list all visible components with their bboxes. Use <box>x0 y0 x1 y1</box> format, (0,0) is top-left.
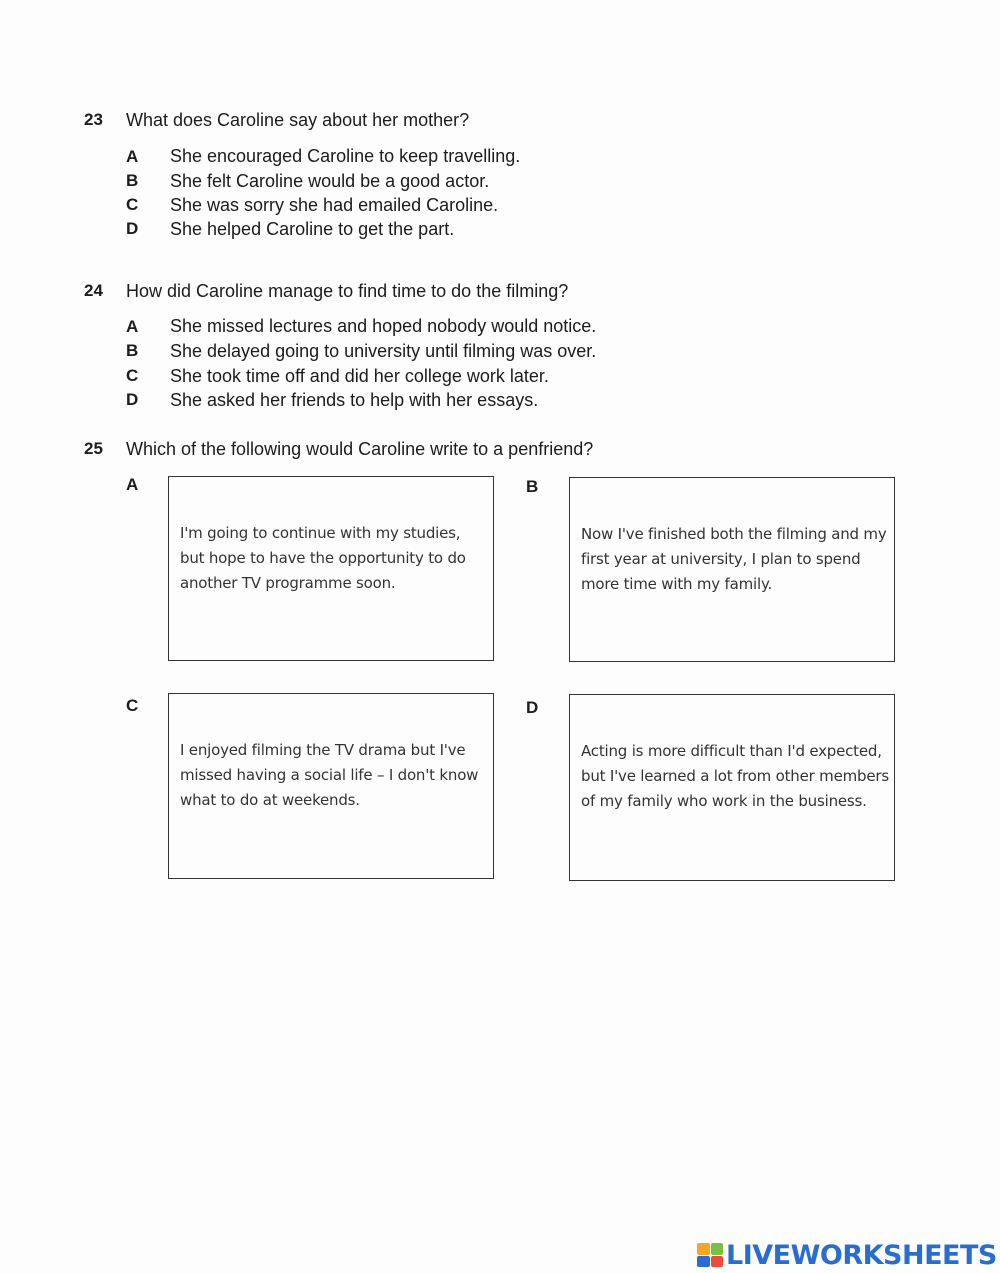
logo-text: LIVEWORKSHEETS <box>726 1239 997 1271</box>
option-text: She took time off and did her college work later. <box>170 366 549 386</box>
question-text: What does Caroline say about her mother? <box>126 110 470 130</box>
note-text: I'm going to continue with my studies, but hope to have the opportunity to do another TV programme soon. <box>180 524 466 592</box>
option-letter: B <box>126 171 139 190</box>
option-text: She missed lectures and hoped nobody would notice. <box>170 316 597 336</box>
note-box-c[interactable] <box>168 693 494 879</box>
option-letter: B <box>126 341 139 360</box>
option-letter: D <box>126 219 139 238</box>
liveworksheets-logo-icon <box>697 1243 723 1267</box>
option-text: She encouraged Caroline to keep travelling. <box>170 146 521 166</box>
note-text: Acting is more difficult than I'd expected, but I've learned a lot from other members of my family who work in the business. <box>581 742 889 810</box>
option-letter: A <box>126 147 139 166</box>
option-text: She asked her friends to help with her essays. <box>170 390 539 410</box>
question-number: 23 <box>84 110 103 129</box>
note-text: I enjoyed filming the TV drama but I've missed having a social life – I don't know what to do at weekends. <box>180 741 479 809</box>
option-letter: C <box>126 195 139 214</box>
note-box-a[interactable] <box>168 476 494 661</box>
option-text: She was sorry she had emailed Caroline. <box>170 195 499 215</box>
question-text: How did Caroline manage to find time to do the filming? <box>126 281 569 301</box>
option-letter: D <box>126 390 139 409</box>
box-letter-d: D <box>526 698 539 717</box>
box-letter-a: A <box>126 475 139 494</box>
option-letter: C <box>126 366 139 385</box>
box-letter-b: B <box>526 477 539 496</box>
note-box-b[interactable] <box>569 477 895 662</box>
question-number: 25 <box>84 439 103 458</box>
note-box-d[interactable] <box>569 694 895 881</box>
liveworksheets-logo[interactable] <box>697 1240 997 1270</box>
question-text: Which of the following would Caroline write to a penfriend? <box>126 439 594 459</box>
box-letter-c: C <box>126 696 139 715</box>
option-text: She delayed going to university until filming was over. <box>170 341 597 361</box>
option-text: She helped Caroline to get the part. <box>170 219 455 239</box>
question-number: 24 <box>84 281 103 300</box>
option-letter: A <box>126 317 139 336</box>
note-text: Now I've finished both the filming and my first year at university, I plan to spend more time with my family. <box>581 525 887 593</box>
option-text: She felt Caroline would be a good actor. <box>170 171 490 191</box>
